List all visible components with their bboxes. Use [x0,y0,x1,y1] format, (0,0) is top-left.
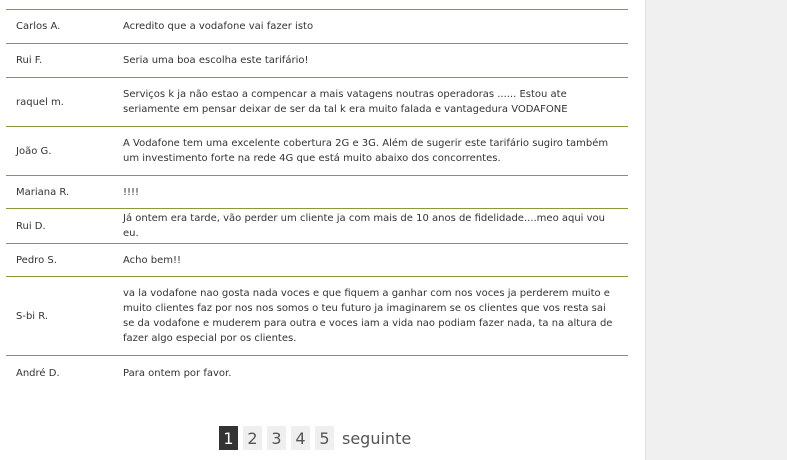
comment-row [6,244,628,277]
comment-text: Já ontem era tarde, vão perder um cliente ja com mais de 10 anos de fidelidade....meo aqui vou eu. [123,213,606,239]
comment-row [6,356,628,391]
comment-author: Rui D. [16,220,46,232]
page-4-button[interactable]: 4 [291,426,310,450]
page-2-button[interactable]: 2 [243,426,262,450]
comment-text: Para ontem por favor. [123,368,232,379]
comment-row [6,10,628,44]
comment-text: A Vodafone tem uma excelente cobertura 2G e 3G. Além de sugerir este tarifário sugiro também um investimento forte na rede 4G que está muito abaixo dos concorrentes. [123,138,609,164]
page-5-button[interactable]: 5 [315,426,334,450]
pagination [219,426,411,450]
comment-author: André D. [16,368,60,379]
comments-list [6,9,628,391]
comment-author: João G. [16,145,52,157]
comment-row [6,176,628,209]
comment-author: raquel m. [16,96,64,108]
comment-author: Mariana R. [16,186,70,198]
comment-text: Acho bem!! [123,254,182,266]
page-1-button[interactable]: 1 [219,426,238,450]
comment-author: Rui F. [16,55,43,66]
comment-text: Acredito que a vodafone vai fazer isto [123,21,314,32]
comment-author: Carlos A. [16,21,61,32]
comment-text: va la vodafone nao gosta nada voces e que fiquem a ganhar com nos voces ja perderem muito e muito clientes faz por nos nos somos o teu futuro ja imaginarem se os clientes que vos resta sai se da vodafone e muderem para outra e voces iam a vida nao podiam fazer nada, ta na altura de fazer algo especial por os clientes. [123,288,613,344]
comment-row [6,127,628,176]
comment-row [6,78,628,127]
comment-text: Serviços k ja não estao a compencar a mais vatagens noutras operadoras ...... Estou ate seriamente em pensar deixar de ser da tal k era muito falada e vantagedura VODAFONE [123,89,568,115]
comment-row [6,209,628,244]
comment-row [6,277,628,356]
comment-text: Seria uma boa escolha este tarifário! [123,55,309,66]
comment-author: S-bi R. [16,310,49,322]
comment-row [6,44,628,78]
comment-author: Pedro S. [16,254,57,266]
page-3-button[interactable]: 3 [267,426,286,450]
comment-text: !!!! [123,186,140,198]
right-sidebar [645,0,787,460]
next-page-link[interactable]: seguinte [342,428,412,448]
